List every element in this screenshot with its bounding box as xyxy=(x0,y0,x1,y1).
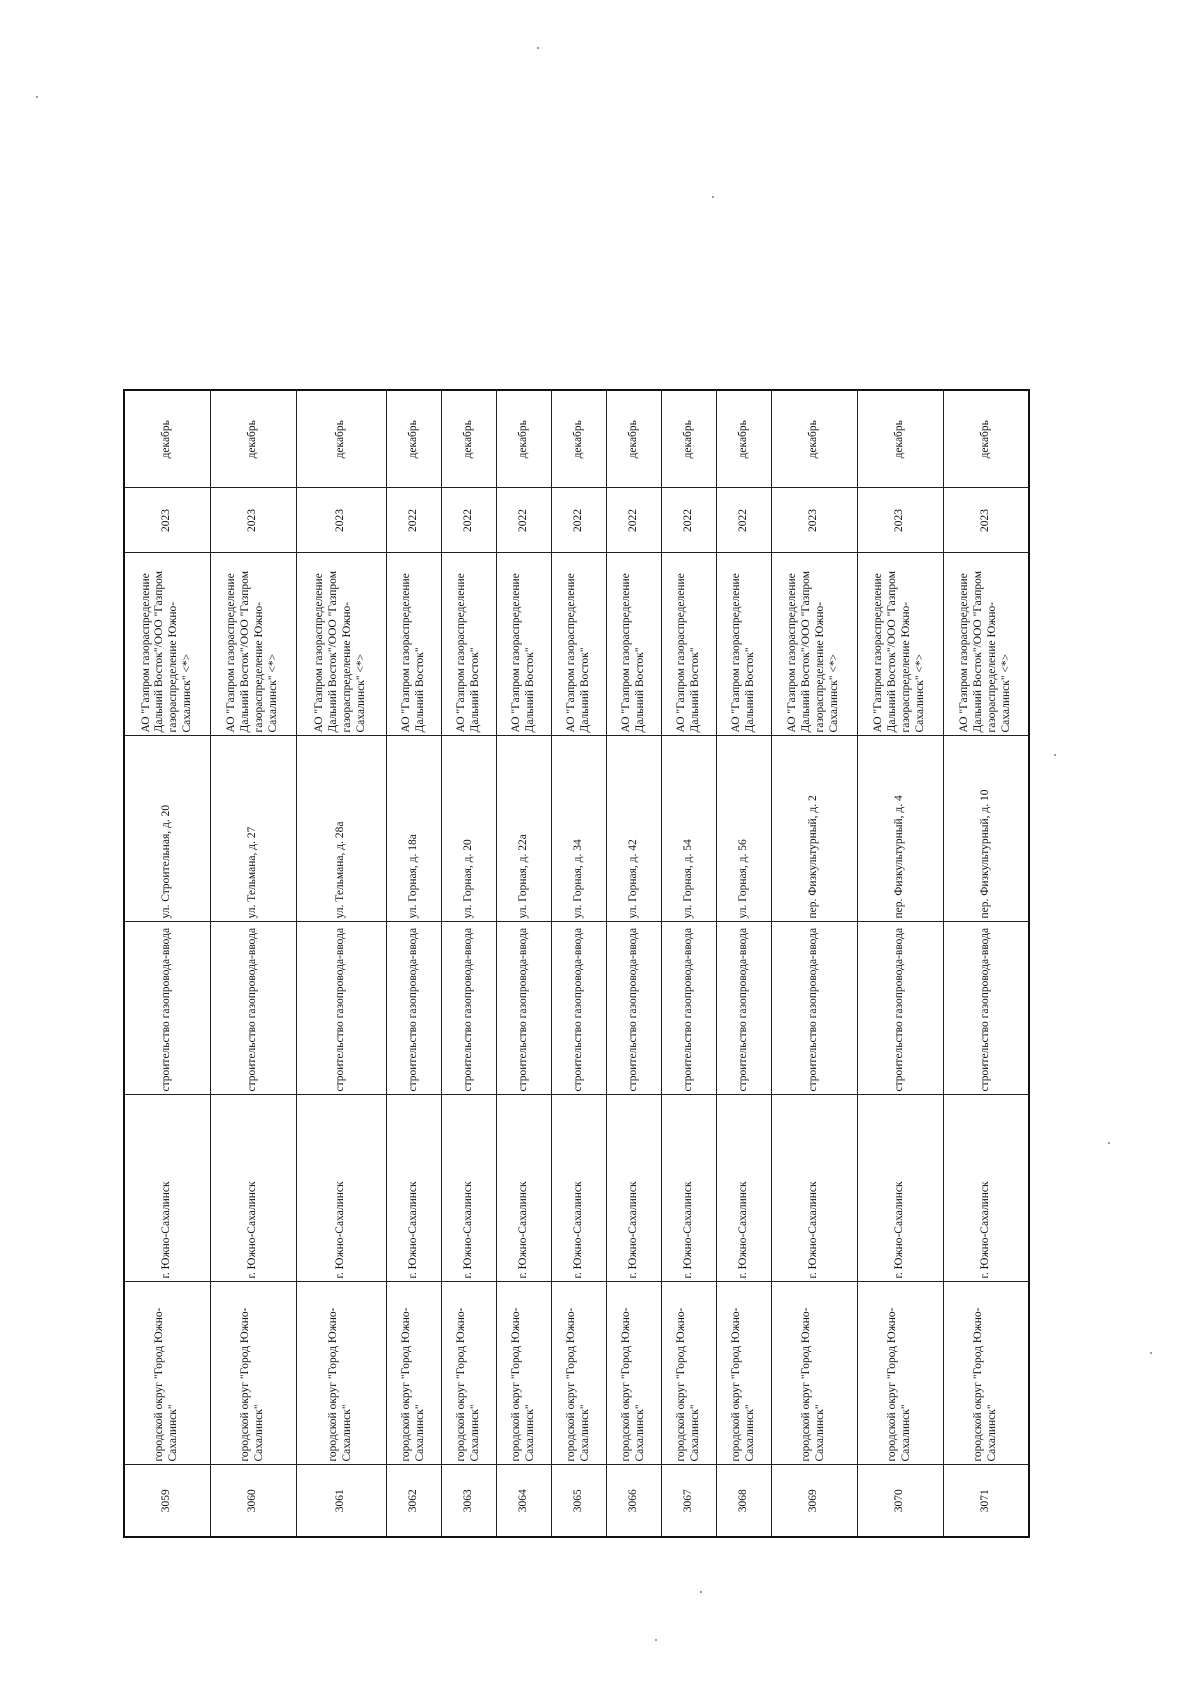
scan-speck xyxy=(36,96,38,98)
month-cell: декабрь xyxy=(496,390,551,488)
settlement-cell: г. Южно-Сахалинск xyxy=(441,1095,496,1282)
year-cell: 2022 xyxy=(496,488,551,553)
scan-speck xyxy=(1108,1142,1110,1144)
operator-cell: АО "Газпром газораспределение Дальний Восток" xyxy=(606,553,661,736)
address-cell: ул. Горная, д. 42 xyxy=(606,736,661,922)
row-number-cell: 3060 xyxy=(210,1465,296,1537)
settlement-cell: г. Южно-Сахалинск xyxy=(296,1095,386,1282)
work-type-cell: строительство газопровода-ввода xyxy=(124,922,210,1095)
settlement-cell: г. Южно-Сахалинск xyxy=(771,1095,857,1282)
rotated-table-container xyxy=(123,391,1030,1538)
municipality-cell: городской округ "Город Южно-Сахалинск" xyxy=(496,1282,551,1465)
month-cell: декабрь xyxy=(210,390,296,488)
scan-speck xyxy=(655,1639,657,1641)
year-cell: 2023 xyxy=(210,488,296,553)
table-body xyxy=(124,390,1029,1537)
row-number-cell: 3059 xyxy=(124,1465,210,1537)
municipality-cell: городской округ "Город Южно-Сахалинск" xyxy=(210,1282,296,1465)
table-row xyxy=(296,390,386,1537)
year-cell: 2023 xyxy=(296,488,386,553)
month-cell: декабрь xyxy=(716,390,771,488)
municipality-cell: городской округ "Город Южно-Сахалинск" xyxy=(771,1282,857,1465)
year-cell: 2022 xyxy=(661,488,716,553)
year-cell: 2023 xyxy=(857,488,943,553)
address-cell: пер. Физкультурный, д. 4 xyxy=(857,736,943,922)
work-type-cell: строительство газопровода-ввода xyxy=(716,922,771,1095)
year-cell: 2022 xyxy=(606,488,661,553)
work-type-cell: строительство газопровода-ввода xyxy=(441,922,496,1095)
address-cell: ул. Горная, д. 20 xyxy=(441,736,496,922)
work-type-cell: строительство газопровода-ввода xyxy=(771,922,857,1095)
month-cell: декабрь xyxy=(124,390,210,488)
table-row xyxy=(551,390,606,1537)
row-number-cell: 3064 xyxy=(496,1465,551,1537)
month-cell: декабрь xyxy=(857,390,943,488)
operator-cell: АО "Газпром газораспределение Дальний Восток"/ООО "Газпром газораспределение Южно-Сахалинск" <*> xyxy=(210,553,296,736)
row-number-cell: 3068 xyxy=(716,1465,771,1537)
scan-speck xyxy=(1150,1352,1152,1354)
row-number-cell: 3065 xyxy=(551,1465,606,1537)
year-cell: 2023 xyxy=(943,488,1029,553)
municipality-cell: городской округ "Город Южно-Сахалинск" xyxy=(661,1282,716,1465)
table-row xyxy=(661,390,716,1537)
address-cell: ул. Горная, д. 18а xyxy=(386,736,441,922)
row-number-cell: 3069 xyxy=(771,1465,857,1537)
operator-cell: АО "Газпром газораспределение Дальний Восток"/ООО "Газпром газораспределение Южно-Сахалинск" <*> xyxy=(771,553,857,736)
municipality-cell: городской округ "Город Южно-Сахалинск" xyxy=(943,1282,1029,1465)
settlement-cell: г. Южно-Сахалинск xyxy=(716,1095,771,1282)
operator-cell: АО "Газпром газораспределение Дальний Восток" xyxy=(551,553,606,736)
scan-speck xyxy=(700,1591,702,1593)
operator-cell: АО "Газпром газораспределение Дальний Восток"/ООО "Газпром газораспределение Южно-Сахалинск" <*> xyxy=(943,553,1029,736)
scan-speck xyxy=(1054,754,1056,756)
address-cell: ул. Тельмана, д. 28а xyxy=(296,736,386,922)
table-frame xyxy=(123,391,1030,1538)
gas-pipeline-register-table xyxy=(123,389,1030,1538)
year-cell: 2023 xyxy=(124,488,210,553)
work-type-cell: строительство газопровода-ввода xyxy=(386,922,441,1095)
table-row xyxy=(857,390,943,1537)
operator-cell: АО "Газпром газораспределение Дальний Восток" xyxy=(661,553,716,736)
municipality-cell: городской округ "Город Южно-Сахалинск" xyxy=(857,1282,943,1465)
year-cell: 2022 xyxy=(441,488,496,553)
row-number-cell: 3071 xyxy=(943,1465,1029,1537)
work-type-cell: строительство газопровода-ввода xyxy=(296,922,386,1095)
settlement-cell: г. Южно-Сахалинск xyxy=(857,1095,943,1282)
row-number-cell: 3063 xyxy=(441,1465,496,1537)
municipality-cell: городской округ "Город Южно-Сахалинск" xyxy=(606,1282,661,1465)
row-number-cell: 3070 xyxy=(857,1465,943,1537)
month-cell: декабрь xyxy=(441,390,496,488)
year-cell: 2022 xyxy=(386,488,441,553)
year-cell: 2023 xyxy=(771,488,857,553)
table-row xyxy=(716,390,771,1537)
address-cell: ул. Горная, д. 34 xyxy=(551,736,606,922)
work-type-cell: строительство газопровода-ввода xyxy=(943,922,1029,1095)
month-cell: декабрь xyxy=(771,390,857,488)
table-row xyxy=(606,390,661,1537)
municipality-cell: городской округ "Город Южно-Сахалинск" xyxy=(296,1282,386,1465)
table-row xyxy=(943,390,1029,1537)
operator-cell: АО "Газпром газораспределение Дальний Восток"/ООО "Газпром газораспределение Южно-Сахалинск" <*> xyxy=(296,553,386,736)
row-number-cell: 3061 xyxy=(296,1465,386,1537)
settlement-cell: г. Южно-Сахалинск xyxy=(943,1095,1029,1282)
scan-speck xyxy=(537,47,539,49)
operator-cell: АО "Газпром газораспределение Дальний Восток"/ООО "Газпром газораспределение Южно-Сахалинск" <*> xyxy=(124,553,210,736)
table-row xyxy=(124,390,210,1537)
work-type-cell: строительство газопровода-ввода xyxy=(551,922,606,1095)
address-cell: ул. Горная, д. 56 xyxy=(716,736,771,922)
table-row xyxy=(496,390,551,1537)
row-number-cell: 3067 xyxy=(661,1465,716,1537)
address-cell: ул. Тельмана, д. 27 xyxy=(210,736,296,922)
table-row xyxy=(771,390,857,1537)
address-cell: ул. Горная, д. 22а xyxy=(496,736,551,922)
operator-cell: АО "Газпром газораспределение Дальний Восток" xyxy=(386,553,441,736)
month-cell: декабрь xyxy=(943,390,1029,488)
operator-cell: АО "Газпром газораспределение Дальний Восток" xyxy=(441,553,496,736)
municipality-cell: городской округ "Город Южно-Сахалинск" xyxy=(386,1282,441,1465)
work-type-cell: строительство газопровода-ввода xyxy=(496,922,551,1095)
settlement-cell: г. Южно-Сахалинск xyxy=(661,1095,716,1282)
scan-speck xyxy=(712,196,714,198)
row-number-cell: 3066 xyxy=(606,1465,661,1537)
operator-cell: АО "Газпром газораспределение Дальний Восток" xyxy=(496,553,551,736)
work-type-cell: строительство газопровода-ввода xyxy=(606,922,661,1095)
month-cell: декабрь xyxy=(296,390,386,488)
work-type-cell: строительство газопровода-ввода xyxy=(661,922,716,1095)
address-cell: пер. Физкультурный, д. 10 xyxy=(943,736,1029,922)
address-cell: ул. Строительная, д. 20 xyxy=(124,736,210,922)
operator-cell: АО "Газпром газораспределение Дальний Восток" xyxy=(716,553,771,736)
settlement-cell: г. Южно-Сахалинск xyxy=(386,1095,441,1282)
settlement-cell: г. Южно-Сахалинск xyxy=(606,1095,661,1282)
operator-cell: АО "Газпром газораспределение Дальний Восток"/ООО "Газпром газораспределение Южно-Сахалинск" <*> xyxy=(857,553,943,736)
municipality-cell: городской округ "Город Южно-Сахалинск" xyxy=(124,1282,210,1465)
settlement-cell: г. Южно-Сахалинск xyxy=(210,1095,296,1282)
year-cell: 2022 xyxy=(716,488,771,553)
settlement-cell: г. Южно-Сахалинск xyxy=(551,1095,606,1282)
month-cell: декабрь xyxy=(606,390,661,488)
address-cell: пер. Физкультурный, д. 2 xyxy=(771,736,857,922)
settlement-cell: г. Южно-Сахалинск xyxy=(496,1095,551,1282)
row-number-cell: 3062 xyxy=(386,1465,441,1537)
table-row xyxy=(210,390,296,1537)
month-cell: декабрь xyxy=(551,390,606,488)
table-row xyxy=(386,390,441,1537)
month-cell: декабрь xyxy=(661,390,716,488)
municipality-cell: городской округ "Город Южно-Сахалинск" xyxy=(716,1282,771,1465)
settlement-cell: г. Южно-Сахалинск xyxy=(124,1095,210,1282)
municipality-cell: городской округ "Город Южно-Сахалинск" xyxy=(551,1282,606,1465)
work-type-cell: строительство газопровода-ввода xyxy=(857,922,943,1095)
address-cell: ул. Горная, д. 54 xyxy=(661,736,716,922)
table-row xyxy=(441,390,496,1537)
work-type-cell: строительство газопровода-ввода xyxy=(210,922,296,1095)
municipality-cell: городской округ "Город Южно-Сахалинск" xyxy=(441,1282,496,1465)
year-cell: 2022 xyxy=(551,488,606,553)
month-cell: декабрь xyxy=(386,390,441,488)
